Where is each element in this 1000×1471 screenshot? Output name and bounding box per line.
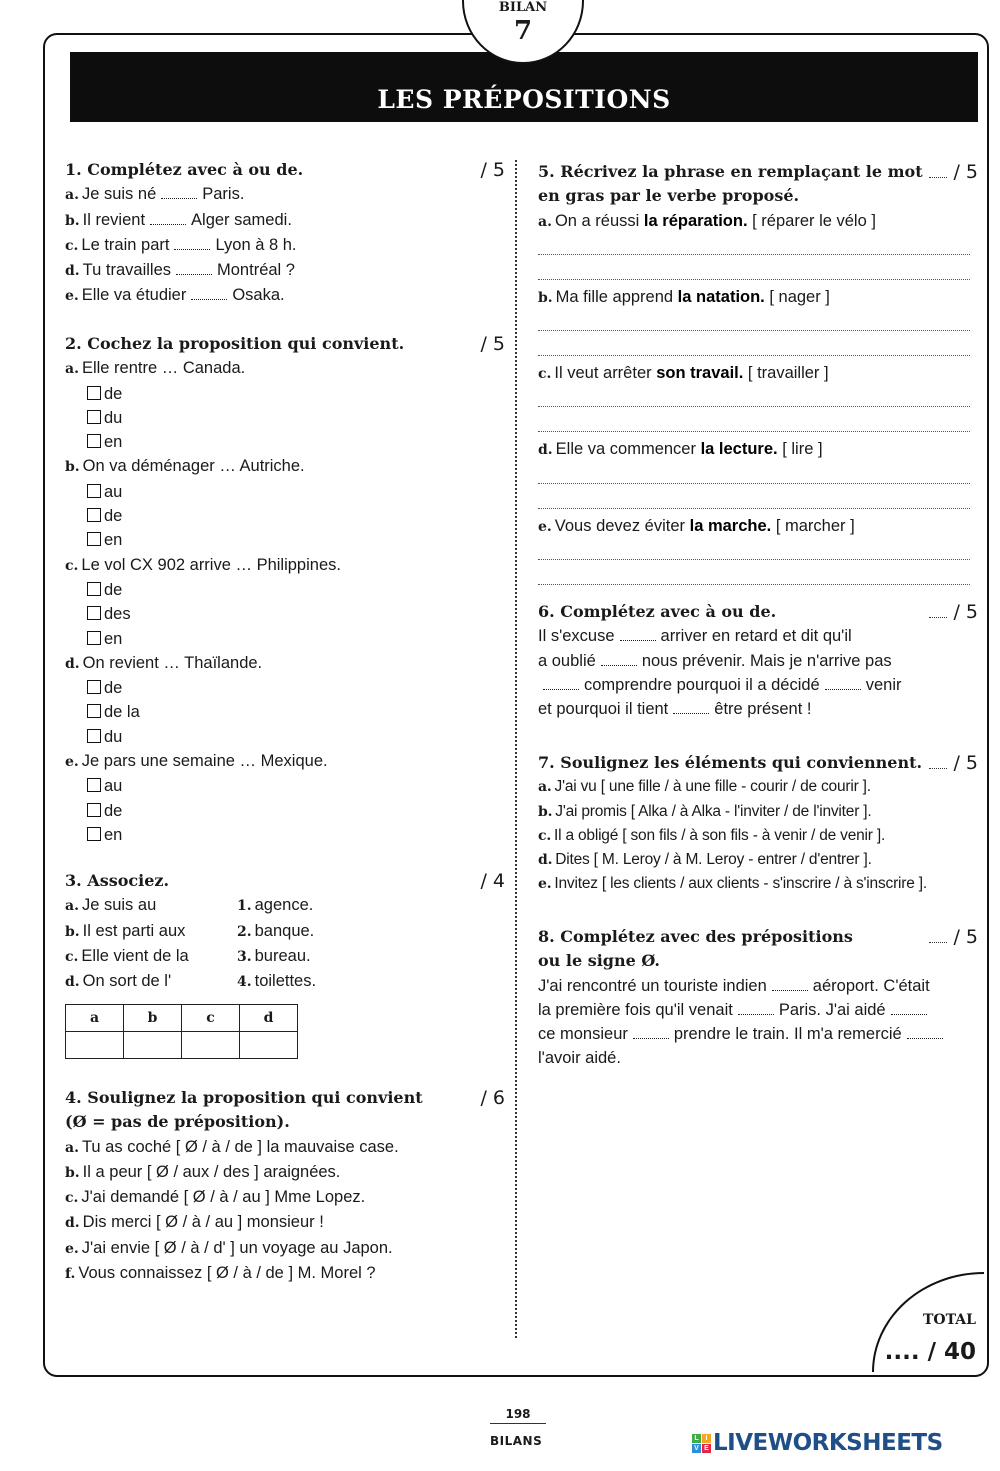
page-title: LES PRÉPOSITIONS (377, 85, 671, 114)
total-label: TOTAL (923, 1312, 976, 1328)
column-divider (515, 160, 517, 1338)
item-text: J'ai vu [ une fille / à une fille - courir / de courir ]. (554, 778, 871, 796)
exercise-title (65, 869, 505, 893)
answer-cell[interactable] (182, 1032, 240, 1059)
checkbox-option[interactable] (65, 528, 505, 552)
item-text: Je pars une semaine … Mexique. (81, 752, 328, 771)
item-letter: 1. (237, 898, 252, 915)
exercise-title (65, 332, 505, 356)
item-letter: c. (65, 557, 79, 574)
exercise-subtitle: en gras par le verbe proposé. (538, 186, 800, 206)
exercise-score: / 5 (929, 600, 978, 624)
text-segment: prendre le train. Il m'a remercié (673, 1025, 902, 1044)
text-segment: ce monsieur (538, 1025, 628, 1044)
exercise-title-text: 6. Complétez avec à ou de. (538, 602, 777, 621)
item-letter: c. (65, 948, 79, 965)
list-item (538, 872, 978, 896)
checkbox-option[interactable] (65, 578, 505, 602)
item-text: [ réparer le vélo ] (747, 211, 876, 230)
list-item (65, 208, 505, 233)
list-item (538, 285, 978, 310)
item-letter: d. (65, 1215, 80, 1232)
answer-blank[interactable] (633, 1026, 669, 1039)
item-letter: d. (65, 974, 80, 991)
item-letter: 4. (237, 974, 252, 991)
item-letter: e. (538, 876, 552, 893)
item-text: Alger samedi. (191, 210, 292, 229)
list-item (65, 454, 505, 479)
list-item (65, 1261, 505, 1286)
list-item (65, 651, 505, 676)
exercise-title-text: 1. Complétez avec à ou de. (65, 160, 304, 179)
brand-name: LIVEWORKSHEETS (713, 1430, 943, 1456)
liveworksheets-icon: L I V E (692, 1434, 711, 1453)
item-text: Il veut arrêter (554, 364, 657, 383)
item-letter: b. (65, 923, 80, 940)
option-label: de (104, 580, 123, 599)
list-item (65, 969, 237, 994)
exercise-title (538, 751, 978, 775)
badge-number: 7 (513, 16, 533, 46)
item-text: Vous connaissez [ Ø / à / de ] M. Morel ? (78, 1264, 376, 1283)
bold-word: la lecture. (700, 440, 778, 459)
list-item (65, 283, 505, 308)
list-item (65, 1236, 505, 1261)
item-text: On a réussi (554, 211, 644, 230)
bold-word: la marche. (689, 516, 772, 535)
list-item (538, 209, 978, 234)
option-label: du (104, 727, 123, 746)
badge-label: BILAN (498, 0, 548, 15)
item-letter: d. (538, 852, 553, 869)
exercise-title (538, 600, 978, 624)
answer-line[interactable] (538, 255, 970, 280)
item-letter: e. (65, 1240, 79, 1257)
list-item (65, 944, 237, 969)
item-letter: c. (538, 366, 552, 383)
item-letter: e. (65, 754, 79, 771)
exercise-title-text: 2. Cochez la proposition qui convient. (65, 334, 405, 353)
item-text: [ nager ] (764, 287, 830, 306)
item-text: Invitez [ les clients / aux clients - s'inscrire / à s'inscrire ]. (554, 875, 927, 893)
list-item (65, 553, 505, 578)
checkbox[interactable] (87, 729, 101, 743)
option-label: en (104, 825, 123, 844)
item-letter: a. (65, 898, 79, 915)
answer-blank[interactable] (772, 978, 808, 991)
bold-word: son travail. (656, 364, 744, 383)
list-item (237, 944, 316, 969)
text-line (538, 1022, 978, 1046)
option-label: en (104, 629, 123, 648)
list-item (237, 893, 316, 918)
exercise-score: / 5 (480, 333, 505, 355)
exercise-subtitle: (Ø = pas de préposition). (65, 1112, 290, 1132)
checkbox[interactable] (87, 386, 101, 400)
checkbox-option[interactable] (65, 700, 505, 724)
option-label: en (104, 433, 123, 452)
item-text: Je suis au (81, 896, 157, 915)
answer-table (65, 1004, 298, 1059)
item-text: [ travailler ] (743, 364, 829, 383)
checkbox-option[interactable] (65, 602, 505, 626)
exercise-2 (65, 332, 505, 847)
list-item (65, 919, 237, 944)
item-text: Elle va étudier (81, 286, 187, 305)
item-text: toilettes. (254, 972, 317, 991)
item-letter: d. (538, 442, 553, 459)
answer-cell[interactable] (66, 1032, 124, 1059)
text-line (538, 998, 978, 1022)
page-number: 198 (490, 1407, 546, 1424)
list-item (65, 893, 237, 918)
list-item (65, 233, 505, 258)
answer-blank[interactable] (891, 1002, 927, 1015)
answer-line[interactable] (538, 234, 970, 255)
item-text: Lyon à 8 h. (215, 235, 297, 254)
exercise-score: / 5 (929, 925, 978, 949)
list-item (65, 258, 505, 283)
answer-blank[interactable] (191, 287, 227, 300)
checkbox-option[interactable] (65, 627, 505, 651)
list-item (237, 919, 316, 944)
item-text: On va déménager … Autriche. (82, 457, 305, 476)
exercise-6 (538, 600, 978, 721)
text-segment: aéroport. C'était (812, 976, 930, 995)
answer-cell[interactable] (240, 1032, 298, 1059)
option-label: de la (104, 703, 140, 722)
exercise-score: / 5 (929, 160, 978, 184)
item-text: J'ai promis [ Alka / à Alka - l'inviter / de l'inviter ]. (555, 802, 872, 820)
answer-blank[interactable] (161, 186, 197, 199)
item-letter: d. (65, 263, 80, 280)
exercise-score: / 4 (480, 870, 505, 892)
checkbox-option[interactable] (65, 774, 505, 798)
total-score: .... / 40 (884, 1339, 976, 1365)
answer-line[interactable] (538, 463, 970, 484)
option-label: au (104, 777, 123, 796)
exercise-title (65, 158, 505, 182)
item-letter: c. (538, 827, 551, 844)
list-item (65, 1185, 505, 1210)
text-line (538, 1046, 978, 1070)
item-letter: a. (65, 187, 79, 204)
text-line (538, 673, 978, 697)
checkbox-option[interactable] (65, 823, 505, 847)
exercise-title-text: 3. Associez. (65, 871, 170, 890)
exercise-5 (538, 160, 978, 590)
text-segment: Paris. J'ai aidé (778, 1000, 886, 1019)
item-letter: a. (538, 213, 552, 230)
item-text: Il a peur [ Ø / aux / des ] araignées. (82, 1162, 341, 1181)
text-line (538, 624, 978, 648)
item-text: Montréal ? (217, 261, 295, 280)
text-segment: J'ai rencontré un touriste indien (538, 976, 767, 995)
item-text: Le train part (81, 235, 170, 254)
checkbox[interactable] (87, 827, 101, 841)
item-text: banque. (254, 921, 315, 940)
item-letter: 3. (237, 948, 252, 965)
table-header: d (240, 1005, 298, 1032)
item-text: Paris. (202, 185, 245, 204)
list-item (65, 1160, 505, 1185)
table-header: a (66, 1005, 124, 1032)
item-text: bureau. (254, 946, 311, 965)
option-label: de (104, 801, 123, 820)
checkbox-option[interactable] (65, 799, 505, 823)
answer-line[interactable] (538, 407, 970, 432)
answer-blank[interactable] (601, 653, 637, 666)
answer-blank[interactable] (620, 628, 656, 641)
answer-blank[interactable] (738, 1002, 774, 1015)
checkbox[interactable] (87, 410, 101, 424)
checkbox-option[interactable] (65, 725, 505, 749)
list-item (237, 969, 316, 994)
exercise-title-text: 7. Soulignez les éléments qui conviennent. (538, 753, 923, 772)
exercise-title (538, 160, 978, 184)
exercise-title-text: 4. Soulignez la proposition qui convient (65, 1088, 423, 1107)
text-line (538, 974, 978, 998)
list-item (538, 848, 978, 872)
item-text: Je suis né (81, 185, 157, 204)
item-text: Tu travailles (82, 261, 172, 280)
item-text: Ma fille apprend (555, 287, 678, 306)
item-text: Il a obligé [ son fils / à son fils - à venir / de venir ]. (554, 826, 886, 844)
item-letter: a. (65, 1139, 79, 1156)
text-line (538, 649, 978, 673)
answer-blank[interactable] (176, 262, 212, 275)
item-letter: d. (65, 655, 80, 672)
answer-line[interactable] (538, 539, 970, 560)
item-text: Il revient (82, 210, 146, 229)
item-letter: b. (538, 289, 553, 306)
item-text: Elle vient de la (81, 946, 189, 965)
item-text: Elle rentre … Canada. (81, 359, 246, 378)
list-item (65, 356, 505, 381)
item-letter: b. (65, 459, 80, 476)
item-text: J'ai envie [ Ø / à / d' ] un voyage au Japon. (81, 1238, 393, 1257)
answer-line[interactable] (538, 484, 970, 509)
checkbox[interactable] (87, 704, 101, 718)
checkbox[interactable] (87, 803, 101, 817)
option-label: des (104, 605, 131, 624)
exercise-subtitle: ou le signe Ø. (538, 951, 660, 971)
exercise-title (538, 925, 978, 949)
checkbox[interactable] (87, 680, 101, 694)
item-text: [ marcher ] (771, 516, 855, 535)
text-segment: nous prévenir. Mais je n'arrive pas (641, 651, 892, 670)
text-segment: la première fois qu'il venait (538, 1000, 733, 1019)
answer-line[interactable] (538, 386, 970, 407)
exercise-title (65, 1086, 505, 1110)
item-letter: b. (65, 212, 80, 229)
checkbox[interactable] (87, 508, 101, 522)
list-item (538, 514, 978, 539)
exercise-title-text: 8. Complétez avec des prépositions (538, 927, 853, 946)
exercise-score: / 6 (480, 1087, 505, 1109)
text-segment: a oublié (538, 651, 596, 670)
item-text: Osaka. (232, 286, 285, 305)
item-text: Dis merci [ Ø / à / au ] monsieur ! (82, 1213, 324, 1232)
list-item (538, 361, 978, 386)
option-label: au (104, 482, 123, 501)
item-text: [ lire ] (777, 440, 823, 459)
answer-line[interactable] (538, 310, 970, 331)
item-text: Elle va commencer (555, 440, 701, 459)
list-item (538, 800, 978, 824)
list-item (538, 775, 978, 799)
association-lists (65, 893, 505, 994)
checkbox-option[interactable] (65, 676, 505, 700)
item-text: Le vol CX 902 arrive … Philippines. (81, 555, 341, 574)
text-segment: comprendre pourquoi il a décidé (584, 675, 820, 694)
item-letter: e. (65, 288, 79, 305)
exercise-3 (65, 869, 505, 1059)
item-letter: 2. (237, 923, 252, 940)
checkbox-option[interactable] (65, 480, 505, 504)
page-section: BILANS (490, 1434, 543, 1448)
answer-blank[interactable] (150, 212, 186, 225)
item-letter: c. (65, 1190, 79, 1207)
exercise-score: / 5 (929, 751, 978, 775)
answer-line[interactable] (538, 560, 970, 585)
item-letter: e. (538, 518, 552, 535)
list-item (65, 182, 505, 207)
list-item (538, 437, 978, 462)
item-text: Tu as coché [ Ø / à / de ] la mauvaise case. (81, 1137, 399, 1156)
answer-blank[interactable] (825, 677, 861, 690)
bold-word: la réparation. (643, 211, 748, 230)
exercise-score: / 5 (480, 159, 505, 181)
text-segment: venir (865, 675, 902, 694)
item-text: On sort de l' (82, 972, 172, 991)
item-text: J'ai demandé [ Ø / à / au ] Mme Lopez. (81, 1188, 366, 1207)
list-item (65, 1135, 505, 1160)
item-letter: c. (65, 237, 79, 254)
checkbox-option[interactable] (65, 382, 505, 406)
answer-blank[interactable] (673, 701, 709, 714)
list-item (65, 749, 505, 774)
checkbox-option[interactable] (65, 430, 505, 454)
checkbox[interactable] (87, 532, 101, 546)
option-label: du (104, 408, 123, 427)
option-label: de (104, 384, 123, 403)
checkbox[interactable] (87, 582, 101, 596)
checkbox[interactable] (87, 434, 101, 448)
answer-blank[interactable] (543, 677, 579, 690)
checkbox[interactable] (87, 484, 101, 498)
item-letter: b. (538, 803, 553, 820)
checkbox-option[interactable] (65, 504, 505, 528)
text-segment: l'avoir aidé. (538, 1049, 621, 1068)
answer-line[interactable] (538, 331, 970, 356)
text-segment: être présent ! (714, 700, 812, 719)
item-text: agence. (254, 896, 314, 915)
option-label: en (104, 531, 123, 550)
bold-word: la natation. (677, 287, 765, 306)
item-text: On revient … Thaïlande. (82, 653, 263, 672)
item-text: Dites [ M. Leroy / à M. Leroy - entrer / d'entrer ]. (555, 851, 872, 869)
list-item (538, 824, 978, 848)
option-label: de (104, 679, 123, 698)
option-label: de (104, 507, 123, 526)
text-segment: Il s'excuse (538, 627, 615, 646)
liveworksheets-logo (692, 1430, 943, 1456)
table-header: c (182, 1005, 240, 1032)
list-item (65, 1210, 505, 1235)
checkbox[interactable] (87, 778, 101, 792)
answer-cell[interactable] (124, 1032, 182, 1059)
text-line (538, 697, 978, 721)
text-segment: et pourquoi il tient (538, 700, 669, 719)
exercise-7 (538, 751, 978, 897)
exercise-title-text: 5. Récrivez la phrase en remplaçant le mot (538, 162, 923, 181)
table-header: b (124, 1005, 182, 1032)
text-segment: arriver en retard et dit qu'il (660, 627, 852, 646)
item-letter: a. (65, 361, 79, 378)
answer-blank[interactable] (907, 1026, 943, 1039)
item-letter: b. (65, 1164, 80, 1181)
exercise-1 (65, 158, 505, 309)
checkbox[interactable] (87, 606, 101, 620)
item-letter: a. (538, 779, 552, 796)
item-text: Il est parti aux (82, 921, 186, 940)
item-text: Vous devez éviter (554, 516, 690, 535)
checkbox-option[interactable] (65, 406, 505, 430)
exercise-8 (538, 925, 978, 1071)
exercise-4 (65, 1086, 505, 1286)
answer-blank[interactable] (174, 237, 210, 250)
checkbox[interactable] (87, 631, 101, 645)
item-letter: f. (65, 1266, 76, 1283)
